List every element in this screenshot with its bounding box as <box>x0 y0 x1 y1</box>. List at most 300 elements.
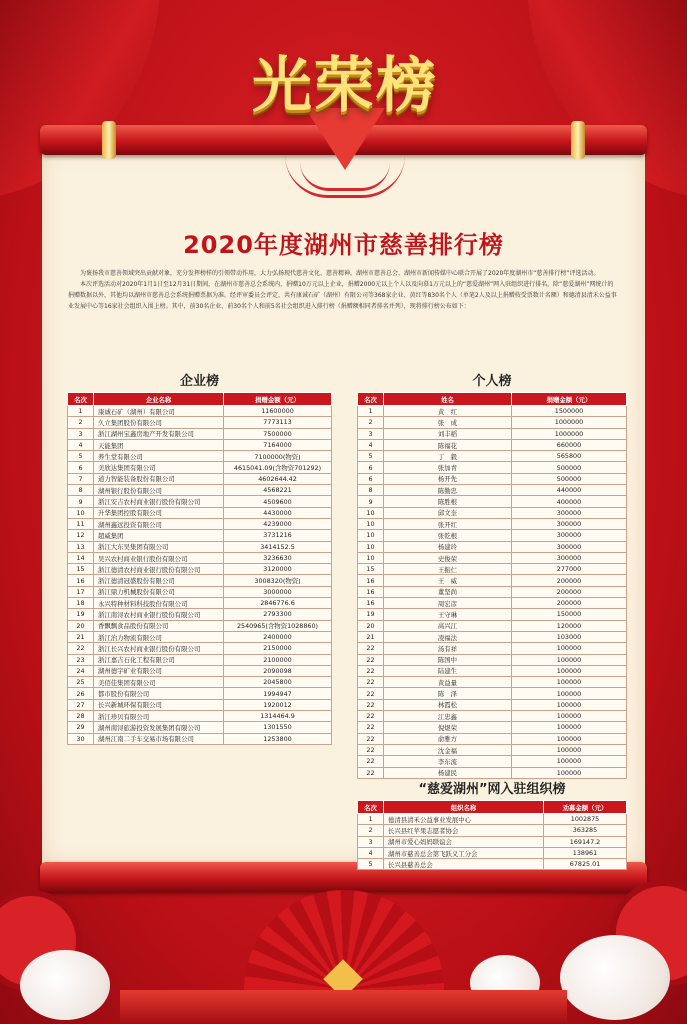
rank-cell: 6 <box>68 462 94 473</box>
company-name-cell: 湖州鑫远投资有限公司 <box>94 518 224 529</box>
intro-paragraph: 为褒扬我市慈善领域突出贡献对象，充分发挥榜样的引领带动作用，大力弘扬现代慈善文化、慈善精神，湖州市慈善总会、湖州市新闻传媒中心联合开展了2020年度湖州市“慈善排行榜”评选活动。 <box>80 270 600 277</box>
amount-cell: 100000 <box>512 733 627 744</box>
rank-cell: 1 <box>358 406 384 417</box>
person-name-cell: 李东流 <box>384 756 512 767</box>
rank-cell: 30 <box>68 733 94 744</box>
company-name-cell: 湖州江南二手车交易市场有限公司 <box>94 733 224 744</box>
rank-cell: 3 <box>68 428 94 439</box>
rank-cell: 2 <box>358 417 384 428</box>
company-name-cell: 浙江鼎力机械股份有限公司 <box>94 586 224 597</box>
amount-cell: 7164000 <box>224 439 332 450</box>
table-row <box>68 428 332 439</box>
rank-cell: 15 <box>68 564 94 575</box>
rank-cell: 21 <box>358 631 384 642</box>
badge-title: 光荣榜 <box>252 51 438 121</box>
person-name-cell: 陈勤忠 <box>384 485 512 496</box>
person-name-cell: 俞雅方 <box>384 733 512 744</box>
rank-cell: 8 <box>68 485 94 496</box>
table-header-row <box>358 393 627 406</box>
amount-cell: 7500000 <box>224 428 332 439</box>
rank-cell: 13 <box>68 541 94 552</box>
rank-cell: 6 <box>358 473 384 484</box>
amount-cell: 1000000 <box>512 428 627 439</box>
rank-cell: 24 <box>68 665 94 676</box>
table-row <box>358 552 627 563</box>
stage-base <box>120 990 567 1024</box>
rank-cell: 9 <box>68 496 94 507</box>
amount-cell: 4602644.42 <box>224 473 332 484</box>
amount-cell: 300000 <box>512 518 627 529</box>
rank-cell: 16 <box>358 575 384 586</box>
amount-cell: 2400000 <box>224 631 332 642</box>
rank-cell: 22 <box>358 688 384 699</box>
table-row <box>68 439 332 450</box>
amount-cell: 11600000 <box>224 406 332 417</box>
amount-cell: 138961 <box>544 847 627 858</box>
person-name-cell: 倪煜荣 <box>384 722 512 733</box>
table-row <box>68 722 332 733</box>
person-name-cell: 江忠鑫 <box>384 711 512 722</box>
person-name-cell: 高兴江 <box>384 620 512 631</box>
company-name-cell: 浙江大东吴集团有限公司 <box>94 541 224 552</box>
amount-cell: 3008320(物资) <box>224 575 332 586</box>
enterprise-table-body <box>68 406 332 745</box>
amount-cell: 4568221 <box>224 485 332 496</box>
amount-cell: 1301550 <box>224 722 332 733</box>
table-row <box>358 665 627 676</box>
table-header: 捐赠金额（元） <box>224 393 332 406</box>
rank-cell: 5 <box>358 859 384 870</box>
rank-cell: 3 <box>358 428 384 439</box>
person-name-cell: 陈 泽 <box>384 688 512 699</box>
amount-cell: 100000 <box>512 688 627 699</box>
amount-cell: 100000 <box>512 711 627 722</box>
table-row <box>358 406 627 417</box>
amount-cell: 150000 <box>512 609 627 620</box>
individual-table <box>357 392 627 779</box>
table-row <box>358 473 627 484</box>
amount-cell: 400000 <box>512 496 627 507</box>
amount-cell: 3414152.5 <box>224 541 332 552</box>
person-name-cell: 杨建玲 <box>384 541 512 552</box>
amount-cell: 100000 <box>512 665 627 676</box>
person-name-cell: 杨开先 <box>384 473 512 484</box>
table-header-row <box>358 801 627 814</box>
amount-cell: 2846776.6 <box>224 598 332 609</box>
intro-text <box>68 268 619 312</box>
table-header: 劝募金额（元） <box>544 801 627 814</box>
rank-cell: 1 <box>358 814 384 825</box>
person-name-cell: 张开红 <box>384 518 512 529</box>
table-row <box>68 643 332 654</box>
amount-cell: 500000 <box>512 462 627 473</box>
rank-cell: 26 <box>68 688 94 699</box>
organization-section-title: “慈爱湖州”网入驻组织榜 <box>418 782 566 797</box>
rank-cell: 16 <box>68 575 94 586</box>
amount-cell: 3120000 <box>224 564 332 575</box>
amount-cell: 2045800 <box>224 677 332 688</box>
amount-cell: 7773113 <box>224 417 332 428</box>
amount-cell: 1920012 <box>224 699 332 710</box>
rod-knob <box>571 121 585 159</box>
company-name-cell: 浙江治力物流有限公司 <box>94 631 224 642</box>
person-name-cell: 王守琳 <box>384 609 512 620</box>
organization-name-cell: 长兴县红苹果志愿者协会 <box>384 825 544 836</box>
table-header: 企业名称 <box>94 393 224 406</box>
amount-cell: 103000 <box>512 631 627 642</box>
table-row <box>68 451 332 462</box>
company-name-cell: 永兴特种材料科技股份有限公司 <box>94 598 224 609</box>
company-name-cell: 浙江珍贝有限公司 <box>94 711 224 722</box>
person-name-cell: 陈福花 <box>384 439 512 450</box>
rank-cell: 10 <box>358 518 384 529</box>
table-row <box>358 699 627 710</box>
enterprise-table <box>67 392 332 745</box>
amount-cell: 67825.01 <box>544 859 627 870</box>
company-name-cell: 浙江嘉吉石化工程有限公司 <box>94 654 224 665</box>
amount-cell: 1002875 <box>544 814 627 825</box>
amount-cell: 100000 <box>512 756 627 767</box>
table-row <box>358 564 627 575</box>
company-name-cell: 都市股份有限公司 <box>94 688 224 699</box>
amount-cell: 100000 <box>512 767 627 778</box>
person-name-cell: 汤有祥 <box>384 643 512 654</box>
company-name-cell: 浙江长兴农村商业银行股份有限公司 <box>94 643 224 654</box>
rank-cell: 4 <box>68 439 94 450</box>
rank-cell: 10 <box>358 507 384 518</box>
rank-cell: 27 <box>68 699 94 710</box>
rank-cell: 28 <box>68 711 94 722</box>
person-name-cell: 林霞松 <box>384 699 512 710</box>
rank-cell: 2 <box>68 417 94 428</box>
table-row <box>358 767 627 778</box>
table-header: 名次 <box>68 393 94 406</box>
amount-cell: 300000 <box>512 507 627 518</box>
person-name-cell: 张乾根 <box>384 530 512 541</box>
table-row <box>358 541 627 552</box>
table-row <box>358 722 627 733</box>
rank-cell: 22 <box>358 665 384 676</box>
amount-cell: 300000 <box>512 530 627 541</box>
company-name-cell: 美佰佳集团有限公司 <box>94 677 224 688</box>
company-name-cell: 养生堂有限公司 <box>94 451 224 462</box>
person-name-cell: 刘丰稻 <box>384 428 512 439</box>
rank-cell: 15 <box>358 564 384 575</box>
company-name-cell: 湖州德宇矿业有限公司 <box>94 665 224 676</box>
individual-table-body <box>358 406 627 779</box>
organization-table-body <box>358 814 627 870</box>
table-row <box>68 733 332 744</box>
table-row <box>68 417 332 428</box>
table-header: 组织名称 <box>384 801 544 814</box>
person-name-cell: 周宏彦 <box>384 598 512 609</box>
person-name-cell: 董坚尚 <box>384 586 512 597</box>
table-row <box>68 609 332 620</box>
table-row <box>358 744 627 755</box>
table-header-row <box>68 393 332 406</box>
amount-cell: 3731216 <box>224 530 332 541</box>
company-name-cell: 长兴新城环保有限公司 <box>94 699 224 710</box>
amount-cell: 1500000 <box>512 406 627 417</box>
amount-cell: 100000 <box>512 677 627 688</box>
rank-cell: 16 <box>358 598 384 609</box>
amount-cell: 169147.2 <box>544 836 627 847</box>
table-row <box>68 677 332 688</box>
table-row <box>358 575 627 586</box>
rank-cell: 22 <box>358 654 384 665</box>
amount-cell: 4239000 <box>224 518 332 529</box>
rank-cell: 9 <box>358 496 384 507</box>
rank-cell: 3 <box>358 836 384 847</box>
table-row <box>68 552 332 563</box>
table-row <box>358 643 627 654</box>
rank-cell: 25 <box>68 677 94 688</box>
table-row <box>358 836 627 847</box>
person-name-cell: 凌福法 <box>384 631 512 642</box>
individual-section-title: 个人榜 <box>472 374 512 389</box>
amount-cell: 300000 <box>512 552 627 563</box>
amount-cell: 500000 <box>512 473 627 484</box>
company-name-cell: 天能集团 <box>94 439 224 450</box>
amount-cell: 2540965(含物资1028860) <box>224 620 332 631</box>
rank-cell: 1 <box>68 406 94 417</box>
amount-cell: 100000 <box>512 744 627 755</box>
company-name-cell: 湖州南浔旅游投资发展集团有限公司 <box>94 722 224 733</box>
rank-cell: 22 <box>358 711 384 722</box>
amount-cell: 1000000 <box>512 417 627 428</box>
amount-cell: 4509600 <box>224 496 332 507</box>
person-name-cell: 陆建生 <box>384 665 512 676</box>
person-name-cell: 沈金福 <box>384 744 512 755</box>
amount-cell: 100000 <box>512 643 627 654</box>
table-row <box>358 586 627 597</box>
person-name-cell: 史俊荣 <box>384 552 512 563</box>
company-name-cell: 浙江德清农村商业银行股份有限公司 <box>94 564 224 575</box>
amount-cell: 7100000(物资) <box>224 451 332 462</box>
table-row <box>358 451 627 462</box>
page-title: 2020年度湖州市慈善排行榜 <box>183 231 504 259</box>
organization-table <box>357 800 627 870</box>
rod-knob <box>102 121 116 159</box>
company-name-cell: 超威集团 <box>94 530 224 541</box>
table-row <box>358 485 627 496</box>
person-name-cell: 黄 红 <box>384 406 512 417</box>
table-row <box>358 496 627 507</box>
organization-name-cell: 湖州市爱心妈妈联谊会 <box>384 836 544 847</box>
rank-cell: 18 <box>68 598 94 609</box>
table-row <box>358 859 627 870</box>
table-row <box>358 711 627 722</box>
organization-name-cell: 湖州市慈善总会第飞跃义工分会 <box>384 847 544 858</box>
amount-cell: 4615041.09(含物资701292) <box>224 462 332 473</box>
table-row <box>358 825 627 836</box>
person-name-cell: 丁 毅 <box>384 451 512 462</box>
table-row <box>68 518 332 529</box>
white-cloud-decoration <box>560 935 670 1020</box>
rank-cell: 2 <box>358 825 384 836</box>
amount-cell: 1994947 <box>224 688 332 699</box>
company-name-cell: 升华集团控股有限公司 <box>94 507 224 518</box>
rank-cell: 20 <box>358 620 384 631</box>
company-name-cell: 浙江德清冠盛股份有限公司 <box>94 575 224 586</box>
table-row <box>358 518 627 529</box>
rank-cell: 12 <box>68 530 94 541</box>
rank-cell: 14 <box>68 552 94 563</box>
company-name-cell: 道力智能装备股份有限公司 <box>94 473 224 484</box>
amount-cell: 363285 <box>544 825 627 836</box>
rank-cell: 22 <box>68 643 94 654</box>
amount-cell: 2793300 <box>224 609 332 620</box>
rank-cell: 6 <box>358 462 384 473</box>
table-row <box>68 462 332 473</box>
rank-cell: 5 <box>68 451 94 462</box>
table-row <box>358 507 627 518</box>
table-row <box>68 530 332 541</box>
table-row <box>68 620 332 631</box>
amount-cell: 2150000 <box>224 643 332 654</box>
rank-cell: 22 <box>358 733 384 744</box>
rank-cell: 11 <box>68 518 94 529</box>
glory-badge <box>190 38 500 148</box>
amount-cell: 1314464.9 <box>224 711 332 722</box>
amount-cell: 3236630 <box>224 552 332 563</box>
rank-cell: 23 <box>68 654 94 665</box>
amount-cell: 565800 <box>512 451 627 462</box>
table-row <box>358 620 627 631</box>
rank-cell: 16 <box>358 586 384 597</box>
rank-cell: 29 <box>68 722 94 733</box>
table-row <box>358 598 627 609</box>
person-name-cell: 陈胜根 <box>384 496 512 507</box>
table-row <box>358 688 627 699</box>
person-name-cell: 黄益量 <box>384 677 512 688</box>
rank-cell: 17 <box>68 586 94 597</box>
person-name-cell: 王 威 <box>384 575 512 586</box>
rank-cell: 22 <box>358 756 384 767</box>
company-name-cell: 美欣达集团有限公司 <box>94 462 224 473</box>
table-row <box>358 756 627 767</box>
rank-cell: 22 <box>358 744 384 755</box>
amount-cell: 100000 <box>512 654 627 665</box>
table-row <box>68 406 332 417</box>
rank-cell: 10 <box>358 552 384 563</box>
rank-cell: 10 <box>68 507 94 518</box>
amount-cell: 660000 <box>512 439 627 450</box>
rank-cell: 22 <box>358 677 384 688</box>
table-row <box>358 677 627 688</box>
table-row <box>68 711 332 722</box>
table-row <box>68 654 332 665</box>
table-row <box>68 485 332 496</box>
rank-cell: 10 <box>358 541 384 552</box>
company-name-cell: 浙江南浔农村商业银行股份有限公司 <box>94 609 224 620</box>
rank-cell: 7 <box>68 473 94 484</box>
bottom-decoration <box>0 880 687 1024</box>
table-row <box>358 609 627 620</box>
amount-cell: 4430000 <box>224 507 332 518</box>
person-name-cell: 张加青 <box>384 462 512 473</box>
rank-cell: 22 <box>358 643 384 654</box>
table-row <box>68 507 332 518</box>
table-header: 名次 <box>358 801 384 814</box>
enterprise-section-title: 企业榜 <box>179 374 219 389</box>
table-row <box>358 462 627 473</box>
organization-name-cell: 长兴县慈善总会 <box>384 859 544 870</box>
amount-cell: 440000 <box>512 485 627 496</box>
amount-cell: 120000 <box>512 620 627 631</box>
table-row <box>358 654 627 665</box>
rank-cell: 22 <box>358 767 384 778</box>
table-row <box>68 699 332 710</box>
table-row <box>68 496 332 507</box>
rank-cell: 22 <box>358 699 384 710</box>
amount-cell: 3000000 <box>224 586 332 597</box>
table-row <box>68 688 332 699</box>
amount-cell: 200000 <box>512 575 627 586</box>
table-row <box>358 733 627 744</box>
amount-cell: 200000 <box>512 598 627 609</box>
table-row <box>68 575 332 586</box>
table-row <box>358 814 627 825</box>
amount-cell: 100000 <box>512 722 627 733</box>
table-row <box>68 586 332 597</box>
company-name-cell: 康诚石矿（湖州）有限公司 <box>94 406 224 417</box>
rank-cell: 8 <box>358 485 384 496</box>
amount-cell: 2090098 <box>224 665 332 676</box>
rank-cell: 21 <box>68 631 94 642</box>
company-name-cell: 湖州银行股份有限公司 <box>94 485 224 496</box>
table-row <box>68 631 332 642</box>
person-name-cell: 杨建民 <box>384 767 512 778</box>
amount-cell: 200000 <box>512 586 627 597</box>
table-row <box>358 417 627 428</box>
table-row <box>68 564 332 575</box>
table-row <box>68 665 332 676</box>
amount-cell: 2100000 <box>224 654 332 665</box>
person-name-cell: 张 成 <box>384 417 512 428</box>
rank-cell: 20 <box>68 620 94 631</box>
rank-cell: 19 <box>68 609 94 620</box>
rank-cell: 22 <box>358 722 384 733</box>
table-row <box>68 598 332 609</box>
company-name-cell: 浙江湖州宝鑫房地产开发有限公司 <box>94 428 224 439</box>
table-row <box>358 530 627 541</box>
white-cloud-decoration <box>20 950 110 1020</box>
rank-cell: 19 <box>358 609 384 620</box>
table-row <box>358 428 627 439</box>
person-name-cell: 陈国中 <box>384 654 512 665</box>
table-row <box>68 541 332 552</box>
rank-cell: 5 <box>358 451 384 462</box>
rank-cell: 4 <box>358 439 384 450</box>
table-header: 姓名 <box>384 393 512 406</box>
rank-cell: 4 <box>358 847 384 858</box>
company-name-cell: 吴兴农村商业银行股份有限公司 <box>94 552 224 563</box>
table-header: 捐赠金额（元） <box>512 393 627 406</box>
amount-cell: 300000 <box>512 541 627 552</box>
table-row <box>358 439 627 450</box>
company-name-cell: 香飘飘食品股份有限公司 <box>94 620 224 631</box>
table-row <box>358 631 627 642</box>
amount-cell: 277000 <box>512 564 627 575</box>
organization-name-cell: 德清县清禾公益事业发展中心 <box>384 814 544 825</box>
person-name-cell: 邱文奎 <box>384 507 512 518</box>
table-row <box>358 847 627 858</box>
rank-cell: 10 <box>358 530 384 541</box>
table-row <box>68 473 332 484</box>
person-name-cell: 王振仁 <box>384 564 512 575</box>
company-name-cell: 久立集团股份有限公司 <box>94 417 224 428</box>
